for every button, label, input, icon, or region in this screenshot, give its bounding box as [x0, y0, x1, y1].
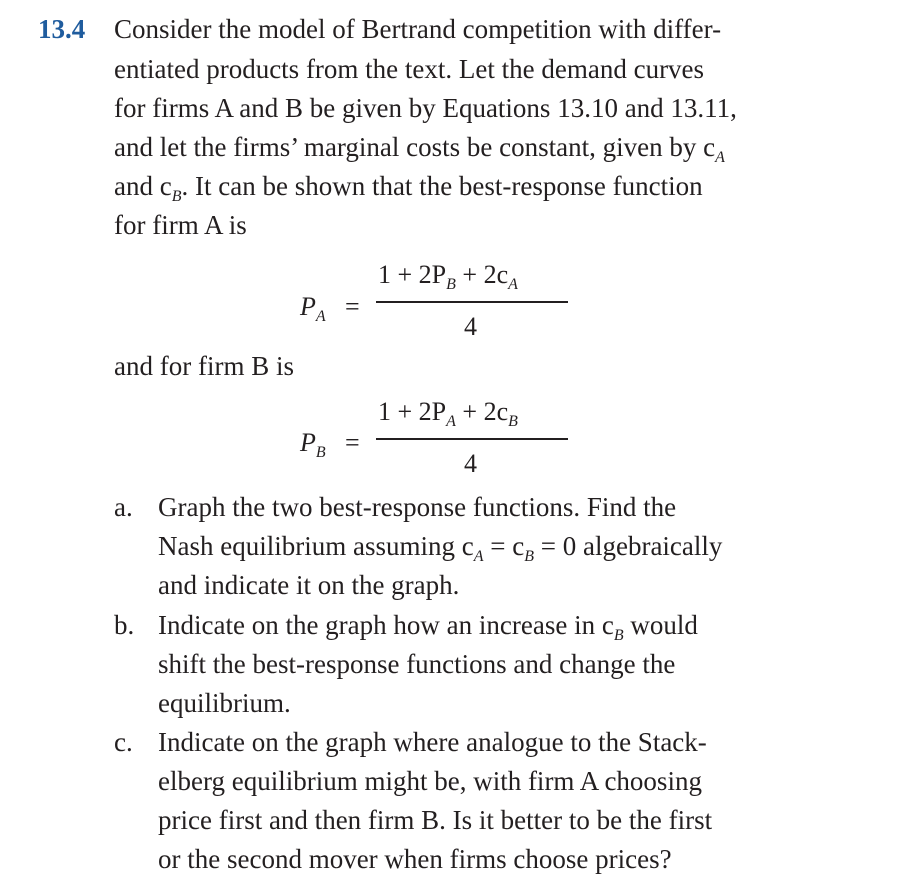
intro-line-1: Consider the model of Bertrand competition with differ- [114, 14, 722, 44]
eq-b-denominator: 4 [464, 449, 477, 478]
part-a-label: a. [114, 492, 133, 522]
part-b-label: b. [114, 610, 135, 640]
eq-a-fraction-bar [376, 301, 568, 303]
eq-a-denominator: 4 [464, 312, 477, 341]
eq-a-equals: = [345, 292, 360, 321]
problem-number: 13.4 [38, 14, 86, 44]
intro-line-5-rest: It can be shown that the best-response function [195, 171, 703, 201]
intro-line-4-text: and let the firms’ marginal costs be constant, given by c [114, 132, 716, 162]
intro-line-2: entiated products from the text. Let the demand curves [114, 54, 705, 84]
part-c-line-4: or the second mover when firms choose prices? [158, 844, 672, 874]
part-b-line-1: Indicate on the graph how an increase in $c_B$ would [158, 610, 698, 644]
part-b-line-2: shift the best-response functions and change the [158, 649, 676, 679]
intro-line-6: for firm A is [114, 210, 247, 240]
part-c-line-1: Indicate on the graph where analogue to the Stack- [158, 727, 707, 757]
eq-b-fraction-bar [376, 438, 568, 440]
part-b-line-3: equilibrium. [158, 688, 291, 718]
intro-line-5: and $c_B$. It can be shown that the best-response function [114, 171, 703, 205]
eq-b-equals: = [345, 428, 360, 457]
intro-line-3: for firms A and B be given by Equations 13.10 and 13.11, [114, 93, 737, 123]
part-a-line-1: Graph the two best-response functions. Find the [158, 492, 677, 522]
eq-a-numerator: $1 + 2P_B + 2c_A$ [378, 260, 518, 293]
eq-a-lhs: $P_A$ [300, 292, 326, 325]
part-a-line-2: Nash equilibrium assuming $c_A = c_B = 0$ algebraically [158, 531, 723, 565]
eq-b-lhs: $P_B$ [300, 428, 326, 461]
part-c-label: c. [114, 727, 133, 757]
cost-sub-a: A [715, 149, 725, 166]
between-text: and for firm B is [114, 351, 294, 381]
part-a-line-3: and indicate it on the graph. [158, 570, 460, 600]
intro-line-5-text: and c [114, 171, 172, 201]
cost-sub-b: B [171, 188, 182, 205]
eq-b-numerator: $1 + 2P_A + 2c_B$ [378, 397, 518, 430]
part-c-line-3: price first and then firm B. Is it better to be the first [158, 805, 713, 835]
part-c-line-2: elberg equilibrium might be, with firm A choosing [158, 766, 702, 796]
